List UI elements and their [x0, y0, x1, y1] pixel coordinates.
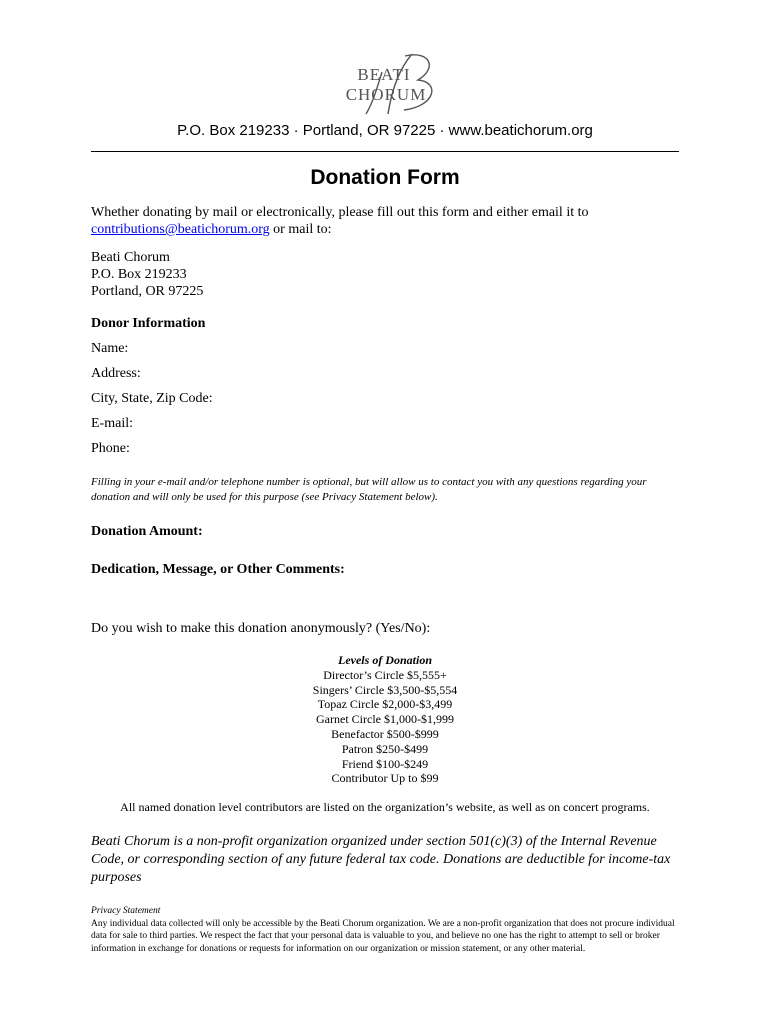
- page-title: Donation Form: [310, 166, 460, 189]
- logo-b-flourish: [366, 54, 432, 114]
- mail-address-line: Beati Chorum: [91, 250, 170, 265]
- anonymous-question-field[interactable]: Do you wish to make this donation anonymously? (Yes/No):: [91, 621, 431, 636]
- intro-text: Whether donating by mail or electronically, please fill out this form and either email it to: [91, 205, 589, 220]
- nonprofit-statement: Beati Chorum is a non-profit organization organized under section 501(c)(3) of the Internal Revenue Code, or corresponding section of any future federal tax code. Donations are deductible for income-tax purposes: [91, 834, 671, 885]
- intro-text-after: or mail to:: [269, 222, 332, 237]
- mail-address-line: Portland, OR 97225: [91, 284, 204, 299]
- level-item: Topaz Circle $2,000-$3,499: [317, 697, 453, 712]
- name-field[interactable]: Name:: [91, 341, 129, 356]
- level-item: Friend $100-$249: [341, 756, 429, 771]
- donation-amount-field[interactable]: Donation Amount:: [91, 524, 203, 539]
- donor-info-heading: Donor Information: [91, 316, 206, 331]
- address-field[interactable]: Address:: [91, 366, 141, 381]
- privacy-heading: Privacy Statement: [91, 906, 161, 916]
- contribution-email-link[interactable]: contributions@beatichorum.org: [91, 222, 270, 237]
- contributors-listed-note: All named donation level contributors are listed on the organization’s website, as well as on concert programs.: [120, 800, 650, 814]
- logo-text-chorum: CHORUM: [345, 85, 427, 104]
- contact-optional-note: Filling in your e-mail and/or telephone number is optional, but will allow us to contact you with any questions regarding your donation and will only be used for this purpose (see Privacy Statement below).: [91, 476, 647, 503]
- mail-address-line: P.O. Box 219233: [91, 267, 187, 282]
- beati-chorum-logo: [0, 48, 770, 118]
- level-item: Contributor Up to $99: [331, 771, 439, 786]
- level-item: Benefactor $500-$999: [331, 726, 439, 741]
- level-item: Singers’ Circle $3,500-$5,554: [312, 682, 458, 697]
- level-item: Director’s Circle $5,555+: [323, 667, 447, 682]
- phone-field[interactable]: Phone:: [91, 441, 130, 456]
- logo-text-beati: BEATI: [357, 65, 411, 84]
- levels-heading: Levels of Donation: [338, 653, 432, 667]
- header-address-line: P.O. Box 219233 · Portland, OR 97225 · www.beatichorum.org: [177, 122, 593, 139]
- email-field[interactable]: E-mail:: [91, 416, 133, 431]
- level-item: Garnet Circle $1,000-$1,999: [316, 712, 454, 727]
- header-divider: [91, 151, 679, 152]
- privacy-text: Any individual data collected will only be accessible by the Beati Chorum organization. We are a non-profit organization that does not procure individual data for sale to third parties. We respect the fact that your personal data is valuable to you, and believe no one has the right to attempt to sell or broker information in exchange for donations or requests for information on our organization or mission statement, or any other material.: [91, 918, 675, 954]
- comments-field[interactable]: Dedication, Message, or Other Comments:: [91, 562, 345, 577]
- donation-levels-list: [0, 653, 770, 786]
- intro-paragraph: [91, 204, 691, 238]
- privacy-statement: [91, 905, 681, 955]
- mail-address-block: [91, 249, 691, 300]
- city-state-zip-field[interactable]: City, State, Zip Code:: [91, 391, 213, 406]
- level-item: Patron $250-$499: [341, 741, 429, 756]
